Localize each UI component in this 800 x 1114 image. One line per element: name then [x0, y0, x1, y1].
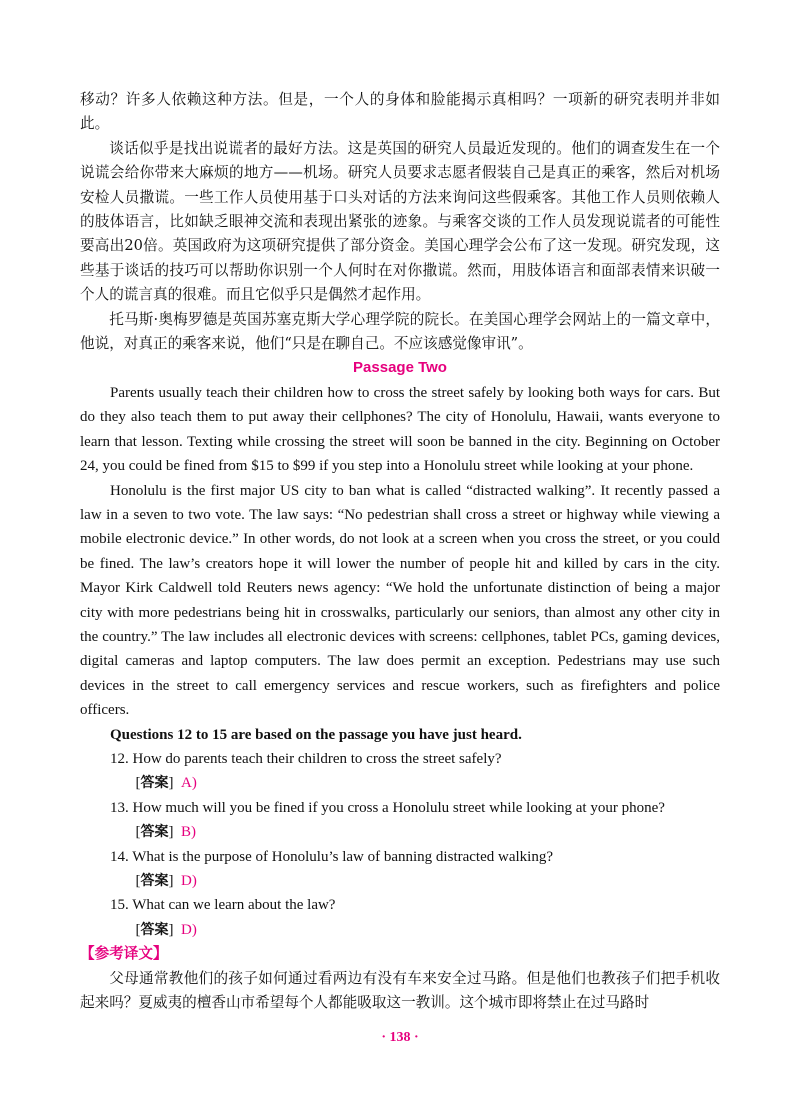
answer-label: 答案 [140, 873, 169, 889]
reference-translation-label: 【参考译文】 [80, 945, 168, 963]
question-text: How much will you be fined if you cross a Honolulu street while looking at your phone? [132, 799, 665, 816]
question-number: 13. [110, 799, 129, 816]
question-number: 14. [110, 848, 129, 865]
zh-paragraph-2: 谈话似乎是找出说谎者的最好方法。这是英国的研究人员最近发现的。他们的调查发生在一个说谎会给你带来大麻烦的地方——机场。研究人员要求志愿者假装自己是真正的乘客，然后对机场安检人员撒谎。一些工作人员使用基于口头对话的方法来询问这些假乘客。其他工作人员则依赖人的肢体语言，比如缺乏眼神交流和表现出紧张的迹象。与乘客交谈的工作人员发现说谎者的可能性要高出20倍。英国政府为这项研究提供了部分资金。美国心理学会公布了这一发现。研究发现，这些基于谈话的技巧可以帮助你识别一个人何时在对你撒谎。然而，用肢体语言和面部表情来识破一个人的谎言真的很难。而且它似乎只是偶然才起作用。 [80, 139, 720, 304]
question-number: 12. [110, 750, 129, 767]
passage-heading: Passage Two [353, 359, 447, 377]
document-page [80, 88, 720, 1015]
answer-line: [答案] B) [135, 824, 196, 841]
question-text: What is the purpose of Honolulu’s law of banning distracted walking? [132, 848, 553, 865]
page-number: · 138 · [381, 1030, 419, 1045]
answer-line: [答案] D) [135, 921, 197, 938]
answer-label: 答案 [140, 921, 169, 938]
answer-line: [答案] D) [135, 873, 197, 889]
zh-paragraph-1: 移动？许多人依赖这种方法。但是，一个人的身体和脸能揭示真相吗？一项新的研究表明并非如此。 [80, 91, 720, 133]
answer-value: B) [181, 824, 196, 841]
question-item [80, 796, 720, 845]
zh-paragraph-3: 托马斯·奥梅罗德是英国苏塞克斯大学心理学院的院长。在美国心理学会网站上的一篇文章中，他说，对真正的乘客来说，他们“只是在聊自己。不应该感觉像审讯”。 [80, 310, 720, 353]
reference-translation-paragraph: 父母通常教他们的孩子如何通过看两边有没有车来安全过马路。但是他们也教孩子们把手机收起来吗？夏威夷的檀香山市希望每个人都能吸取这一教训。这个城市即将禁止在过马路时 [80, 969, 720, 1012]
question-text: What can we learn about the law? [132, 897, 336, 914]
answer-label: 答案 [140, 824, 169, 841]
question-text: How do parents teach their children to cross the street safely? [132, 750, 502, 767]
questions-title: Questions 12 to 15 are based on the passage you have just heard. [110, 726, 522, 743]
question-item [80, 747, 720, 796]
passage-paragraph-2: Honolulu is the first major US city to ban what is called “distracted walking”. It recently passed a law in a seven to two vote. The law says: “No pedestrian shall cross a street or highway while viewing a mobile electronic device.” In other words, do not look at a screen when you cross the street, or you could be fined. The law’s creators hope it will lower the number of people hit and killed by cars in the city. Mayor Kirk Caldwell told Reuters news agency: “We hold the unfortunate distinction of being a major city with more pedestrians being hit in crosswalks, particularly our seniors, than almost any other city in the country.” The law includes all electronic devices with screens: cellphones, tablet PCs, gaming devices, digital cameras and laptop computers. The law does permit an exception. Pedestrians may use such devices in the street to call emergency services and rescue workers, such as firefighters and police officers. [80, 482, 720, 719]
question-number: 15. [110, 897, 129, 914]
answer-value: D) [181, 921, 197, 938]
answer-line: [答案] A) [135, 775, 197, 792]
answer-value: A) [181, 775, 197, 792]
question-item [80, 845, 720, 894]
question-item [80, 893, 720, 942]
passage-paragraph-1: Parents usually teach their children how to cross the street safely by looking both ways for cars. But do they also teach them to put away their cellphones? The city of Honolulu, Hawaii, wants everyone to learn that lesson. Texting while crossing the street will soon be banned in the city. Beginning on October 24, you could be fined from $15 to $99 if you step into a Honolulu street while looking at your phone. [80, 384, 720, 475]
answer-value: D) [181, 873, 197, 889]
answer-label: 答案 [140, 775, 169, 792]
